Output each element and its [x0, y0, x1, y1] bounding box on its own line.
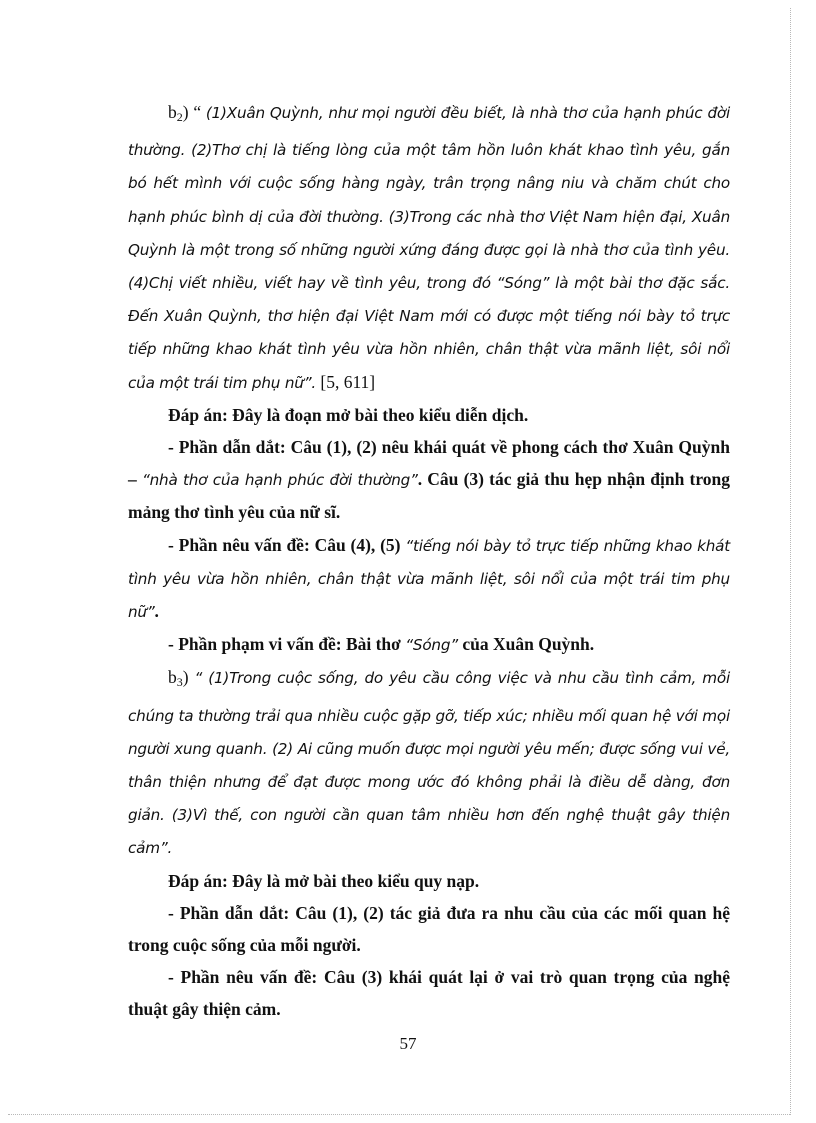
example-b2-paragraph	[128, 96, 730, 399]
example-b3-marker	[168, 667, 195, 690]
marker-subscript: 2	[176, 110, 183, 124]
answer-1-intro-lead: - Phần dẫn dắt: Câu (1), (2) nêu khái quát về phong cách thơ Xuân Quỳnh –	[128, 437, 730, 490]
answer-1-issue-paragraph	[128, 529, 730, 629]
answer-1-heading: Đáp án: Đây là đoạn mở bài theo kiểu diễn dịch.	[168, 404, 529, 425]
page-number: 57	[399, 1034, 417, 1053]
answer-1-intro-quote: “nhà thơ của hạnh phúc đời thường”	[141, 471, 418, 490]
example-b3-paragraph	[128, 661, 730, 864]
document-body	[128, 96, 730, 1026]
marker-subscript: 3	[176, 675, 183, 690]
answer-1-issue-lead: - Phần nêu vấn đề: Câu (4), (5)	[168, 534, 406, 555]
answer-1-scope-quote: “Sóng”	[405, 636, 458, 655]
answer-1-scope-lead: - Phần phạm vi vấn đề: Bài thơ	[168, 634, 406, 655]
answer-1-intro-paragraph	[128, 431, 730, 529]
answer-1-issue-tail: .	[154, 601, 159, 622]
marker-suffix: )	[182, 667, 195, 688]
example-b2-citation: [5, 611]	[316, 371, 376, 392]
answer-2-intro-paragraph: - Phần dẫn dắt: Câu (1), (2) tác giả đưa ra nhu cầu của các mối quan hệ trong cuộc sống của mỗi người.	[128, 902, 730, 956]
answer-2-heading: Đáp án: Đây là mở bài theo kiểu quy nạp.	[168, 870, 480, 891]
page-border-right	[790, 8, 791, 1115]
answer-1-intro-tail: . Câu (3) tác giả thu hẹp nhận định trong mảng thơ tình yêu của nữ sĩ.	[128, 469, 731, 523]
example-b3-quote: “ (1)Trong cuộc sống, do yêu cầu công việc và nhu cầu tình cảm, mỗi chúng ta thường trải qua nhiều cuộc gặp gỡ, tiếp xúc; nhiều mối quan hệ với mọi người xung quanh. (2) Ai cũng muốn được mọi người yêu mến; được sống vui vẻ, thân thiện nhưng để đạt được mong ước đó không phải là điều dễ dàng, đơn giản. (3)Vì thế, con người cần quan tâm nhiều hơn đến nghệ thuật gây thiện cảm”.	[128, 669, 731, 858]
example-b2-marker	[168, 102, 206, 122]
marker-letter: b	[168, 102, 177, 122]
answer-2-issue-paragraph: - Phần nêu vấn đề: Câu (3) khái quát lại ở vai trò quan trọng của nghệ thuật gây thiện cảm.	[128, 967, 730, 1020]
page-border-bottom	[8, 1114, 790, 1115]
example-b2-quote: (1)Xuân Quỳnh, như mọi người đều biết, là nhà thơ của hạnh phúc đời thường. (2)Thơ chị là tiếng lòng của một tâm hồn luôn khát khao tình yêu, gắn bó hết mình với cuộc sống hàng ngày, trân trọng nâng niu và chăm chút cho hạnh phúc bình dị của đời thường. (3)Trong các nhà thơ Việt Nam hiện đại, Xuân Quỳnh là một trong số những người xứng đáng được gọi là nhà thơ của tình yêu. (4)Chị viết nhiều, viết hay về tình yêu, trong đó “Sóng” là một bài thơ đặc sắc. Đến Xuân Quỳnh, thơ hiện đại Việt Nam mới có được một tiếng nói bày tỏ trực tiếp những khao khát tình yêu vừa hồn nhiên, chân thật vừa mãnh liệt, sôi nổi của một trái tim phụ nữ”.	[128, 104, 730, 392]
answer-1-issue-quote: “tiếng nói bày tỏ trực tiếp những khao khát tình yêu vừa hồn nhiên, chân thật vừa mãnh liệt, sôi nổi của một trái tim phụ nữ”	[128, 536, 730, 622]
answer-1-scope-tail: của Xuân Quỳnh.	[457, 634, 595, 655]
marker-letter: b	[168, 667, 177, 688]
answer-1-scope-paragraph	[128, 628, 730, 661]
marker-suffix: ) “	[182, 102, 206, 122]
